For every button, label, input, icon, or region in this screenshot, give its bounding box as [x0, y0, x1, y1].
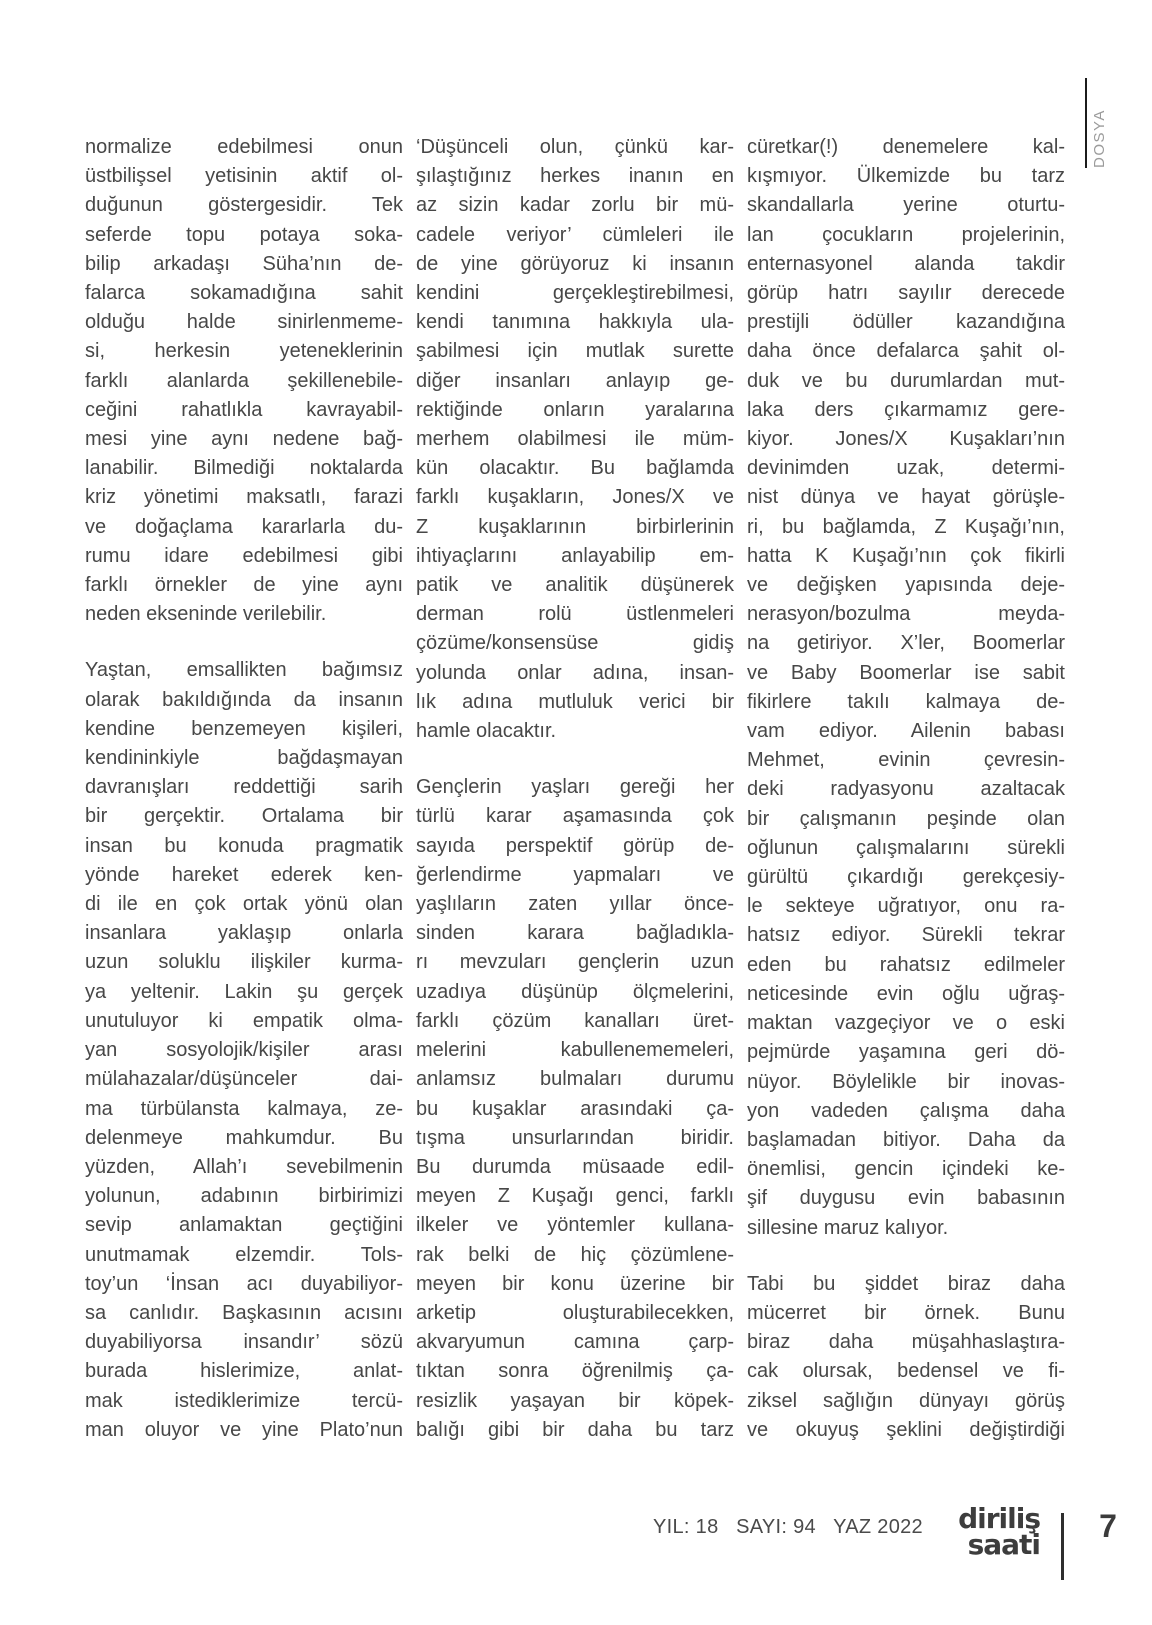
- text-line: mesi yine aynı nedene bağ-: [85, 428, 403, 451]
- text-line: yönde hareket ederek ken-: [85, 863, 403, 886]
- text-line: kriz yönetimi maksatlı, farazi: [85, 486, 403, 509]
- text-line: kendine benzemeyen kişileri,: [85, 717, 403, 740]
- text-line: cak olursak, bedensel ve fi-: [747, 1360, 1065, 1383]
- text-line: gürültü çıkardığı gerekçesiy-: [747, 866, 1065, 889]
- text-line: rumu idare edebilmesi gibi: [85, 544, 403, 567]
- page-number: 7: [1099, 1508, 1117, 1544]
- text-line: insanlara yaklaşıp onlarla: [85, 922, 403, 945]
- text-line: ma türbülansta kalmaya, ze-: [85, 1097, 403, 1120]
- text-line: olarak bakıldığında da insanın: [85, 688, 403, 711]
- text-line: hatsız ediyor. Sürekli tekrar: [747, 924, 1065, 947]
- text-line: görüp hatrı sayılır derecede: [747, 282, 1065, 305]
- text-line: akvaryumun camına çarp-: [416, 1331, 734, 1354]
- text-line: ve değişken yapısında deje-: [747, 574, 1065, 597]
- footer-divider: [1061, 1513, 1064, 1580]
- text-line: sayıda perspektif görüp de-: [416, 834, 734, 857]
- text-line: cüretkar(!) denemelere kal-: [747, 136, 1065, 158]
- text-line: ğerlendirme yapmaları ve: [416, 863, 734, 886]
- text-line: daha önce defalarca şahit ol-: [747, 340, 1065, 363]
- text-line: merhem olabilmesi ile müm-: [416, 428, 734, 451]
- text-line: ya yeltenir. Lakin şu gerçek: [85, 980, 403, 1003]
- text-line: ve okuyuş şeklini değiştirdiği: [747, 1418, 1065, 1441]
- text-line: türlü karar aşamasında çok: [416, 805, 734, 828]
- text-line: önemlisi, gencin içindeki ke-: [747, 1158, 1065, 1181]
- text-line: mak istediklerimize tercü-: [85, 1389, 403, 1412]
- text-line: Tabi bu şiddet biraz daha: [747, 1272, 1065, 1295]
- text-line: si, herkesin yeteneklerinin: [85, 340, 403, 363]
- text-line: kendininkiyle bağdaşmayan: [85, 747, 403, 770]
- text-line: neticesinde evin oğlu uğraş-: [747, 982, 1065, 1005]
- text-line: melerini kabullenememeleri,: [416, 1039, 734, 1062]
- text-line: bu kuşaklar arasındaki ça-: [416, 1097, 734, 1120]
- text-line: hatta K Kuşağı’nın çok fikirli: [747, 544, 1065, 567]
- text-line: resizlik yaşayan bir köpek-: [416, 1389, 734, 1412]
- text-line: yan sosyolojik/kişiler arası: [85, 1039, 403, 1062]
- text-line: devinimden uzak, determi-: [747, 457, 1065, 480]
- text-line: deki radyasyonu azaltacak: [747, 778, 1065, 801]
- text-line: cadele veriyor’ cümleleri ile: [416, 223, 734, 246]
- text-line: mülahazalar/düşünceler dai-: [85, 1068, 403, 1091]
- text-line: rı mevzuları gençlerin uzun: [416, 951, 734, 974]
- text-line: nist dünya ve hayat görüşle-: [747, 486, 1065, 509]
- magazine-logo-line1: diriliş: [958, 1502, 1040, 1535]
- text-line: farklı çözüm kanalları üret-: [416, 1009, 734, 1032]
- text-line: Gençlerin yaşları gereği her: [416, 776, 734, 799]
- text-line: de yine görüyoruz ki insanın: [416, 252, 734, 275]
- issue-info: YIL: 18 SAYI: 94 YAZ 2022: [653, 1516, 923, 1538]
- text-line: yaşlıların zaten yıllar önce-: [416, 893, 734, 916]
- text-line: bilip arkadaşı Süha’nın de-: [85, 252, 403, 275]
- text-line: ‘Düşünceli olun, çünkü kar-: [416, 136, 734, 158]
- text-line: lanabilir. Bilmediği noktalarda: [85, 457, 403, 480]
- text-line: lan çocukların projelerinin,: [747, 223, 1065, 246]
- paragraph: [416, 773, 734, 1445]
- text-line: yon vadeden çalışma daha: [747, 1099, 1065, 1122]
- text-line: delenmeye mahkumdur. Bu: [85, 1126, 403, 1149]
- text-line: sinden karara bağladıkla-: [416, 922, 734, 945]
- text-line: meyen bir konu üzerine bir: [416, 1272, 734, 1295]
- text-line: diğer insanları anlayıp ge-: [416, 369, 734, 392]
- text-line: unutmamak elzemdir. Tols-: [85, 1243, 403, 1266]
- text-line: sa canlıdır. Başkasının acısını: [85, 1301, 403, 1324]
- text-line: üstbilişsel yetisinin aktif ol-: [85, 165, 403, 188]
- text-line: bir çalışmanın peşinde olan: [747, 807, 1065, 830]
- text-line: kün olacaktır. Bu bağlamda: [416, 457, 734, 480]
- text-line: Bu durumda müsaade edil-: [416, 1155, 734, 1178]
- text-line: duk ve bu durumlardan mut-: [747, 369, 1065, 392]
- text-line: şılaştığınız herkes inanın en: [416, 165, 734, 188]
- text-line: ceğini rahatlıkla kavrayabil-: [85, 398, 403, 421]
- text-line: patik ve analitik düşünerek: [416, 574, 734, 597]
- section-label-rule: [1085, 78, 1087, 168]
- text-line: yüzden, Allah’ı sevebilmenin: [85, 1155, 403, 1178]
- text-line: kiyor. Jones/X Kuşakları’nın: [747, 428, 1065, 451]
- text-line: tışma unsurlarından biridir.: [416, 1126, 734, 1149]
- text-line: kendi tanımına hakkıyla ula-: [416, 311, 734, 334]
- text-line: nerasyon/bozulma meyda-: [747, 603, 1065, 626]
- text-line: neden ekseninde verilebilir.: [85, 603, 327, 626]
- text-line: eden bu rahatsız edilmeler: [747, 953, 1065, 976]
- text-line: farklı örnekler de yine aynı: [85, 574, 403, 597]
- text-line: maktan vazgeçiyor ve o eski: [747, 1012, 1065, 1035]
- text-line: meyen Z Kuşağı genci, farklı: [416, 1185, 734, 1208]
- text-column: [747, 133, 1065, 1445]
- text-line: balığı gibi bir daha bu tarz: [416, 1418, 734, 1441]
- text-line: sevip anlamaktan geçtiğini: [85, 1214, 403, 1237]
- paragraph: [85, 656, 403, 1444]
- section-label: DOSYA: [1091, 109, 1108, 168]
- paragraph: [416, 133, 734, 746]
- text-line: rektiğinde onların yaralarına: [416, 398, 734, 421]
- text-line: ve Baby Boomerlar ise sabit: [747, 661, 1065, 684]
- text-line: lık adına mutluluk verici bir: [416, 690, 734, 713]
- text-line: şif duygusu evin babasının: [747, 1187, 1065, 1210]
- text-line: na getiriyor. X’ler, Boomerlar: [747, 632, 1065, 655]
- text-line: bir gerçektir. Ortalama bir: [85, 805, 403, 828]
- text-line: ilkeler ve yöntemler kullana-: [416, 1214, 734, 1237]
- text-line: başlamadan bitiyor. Daha da: [747, 1128, 1065, 1151]
- text-line: kışmıyor. Ülkemizde bu tarz: [747, 165, 1065, 188]
- text-column: [85, 133, 403, 1445]
- text-line: yolunun, adabının birbirimizi: [85, 1185, 403, 1208]
- text-line: ihtiyaçlarını anlayabilip em-: [416, 544, 734, 567]
- text-line: vam ediyor. Ailenin babası: [747, 720, 1065, 743]
- article-body: [85, 133, 1065, 1445]
- text-line: pejmürde yaşamına geri dö-: [747, 1041, 1065, 1064]
- text-line: fikirlere takılı kalmaya de-: [747, 690, 1065, 713]
- text-line: mücerret bir örnek. Bunu: [747, 1301, 1065, 1324]
- text-line: ri, bu bağlamda, Z Kuşağı’nın,: [747, 515, 1065, 538]
- text-line: insan bu konuda pragmatik: [85, 834, 403, 857]
- text-line: ve doğaçlama kararlarla du-: [85, 515, 403, 538]
- text-line: duğunun göstergesidir. Tek: [85, 194, 403, 217]
- text-line: skandallarla yerine oturtu-: [747, 194, 1065, 217]
- text-line: di ile en çok ortak yönü olan: [85, 893, 403, 916]
- text-line: davranışları reddettiği sarih: [85, 776, 403, 799]
- text-line: yolunda onlar adına, insan-: [416, 661, 734, 684]
- text-line: falarca sokamadığına sahit: [85, 282, 403, 305]
- paragraph: [85, 133, 403, 629]
- text-line: anlamsız bulmaları durumu: [416, 1068, 734, 1091]
- text-line: Mehmet, evinin çevresin-: [747, 749, 1065, 772]
- text-line: oğlunun çalışmalarını sürekli: [747, 836, 1065, 859]
- text-line: laka ders çıkarmamız gere-: [747, 398, 1065, 421]
- text-line: hamle olacaktır.: [416, 720, 557, 743]
- text-line: kendini gerçekleştirebilmesi,: [416, 282, 734, 305]
- magazine-logo-line2: saati: [967, 1528, 1040, 1561]
- text-line: prestijli ödüller kazandığına: [747, 311, 1065, 334]
- text-line: Z kuşaklarının birbirlerinin: [416, 515, 734, 538]
- text-line: unutuluyor ki empatik olma-: [85, 1009, 403, 1032]
- text-line: seferde topu potaya soka-: [85, 223, 403, 246]
- text-line: duyabiliyorsa insandır’ sözü: [85, 1331, 403, 1354]
- paragraph: [747, 133, 1065, 1243]
- text-line: sillesine maruz kalıyor.: [747, 1216, 949, 1239]
- text-line: şabilmesi için mutlak surette: [416, 340, 734, 363]
- paragraph: [747, 1270, 1065, 1445]
- text-line: olduğu halde sinirlenmeme-: [85, 311, 403, 334]
- text-line: farklı alanlarda şekillenebile-: [85, 369, 403, 392]
- text-line: derman rolü üstlenmeleri: [416, 603, 734, 626]
- text-line: tıktan sonra öğrenilmiş ça-: [416, 1360, 734, 1383]
- text-line: uzadıya düşünüp ölçmelerini,: [416, 980, 734, 1003]
- text-line: enternasyonel alanda takdir: [747, 252, 1065, 275]
- text-line: le sekteye uğratıyor, onu ra-: [747, 895, 1065, 918]
- text-line: burada hislerimize, anlat-: [85, 1360, 403, 1383]
- text-line: çözüme/konsensüse gidiş: [416, 632, 734, 655]
- text-column: [416, 133, 734, 1445]
- text-line: rak belki de hiç çözümlene-: [416, 1243, 734, 1266]
- text-line: ziksel sağlığın dünyayı görüş: [747, 1389, 1065, 1412]
- text-line: biraz daha müşahhaslaştıra-: [747, 1331, 1065, 1354]
- text-line: normalize edebilmesi onun: [85, 136, 403, 158]
- text-line: arketip oluşturabilecekken,: [416, 1301, 734, 1324]
- text-line: uzun soluklu ilişkiler kurma-: [85, 951, 403, 974]
- text-line: man oluyor ve yine Plato’nun: [85, 1418, 403, 1441]
- magazine-logo: [958, 1502, 1040, 1561]
- text-line: Yaştan, emsallikten bağımsız: [85, 659, 403, 682]
- text-line: farklı kuşakların, Jones/X ve: [416, 486, 734, 509]
- text-line: nüyor. Böylelikle bir inovas-: [747, 1070, 1065, 1093]
- text-line: az sizin kadar zorlu bir mü-: [416, 194, 734, 217]
- text-line: toy’un ‘İnsan acı duyabiliyor-: [85, 1272, 403, 1295]
